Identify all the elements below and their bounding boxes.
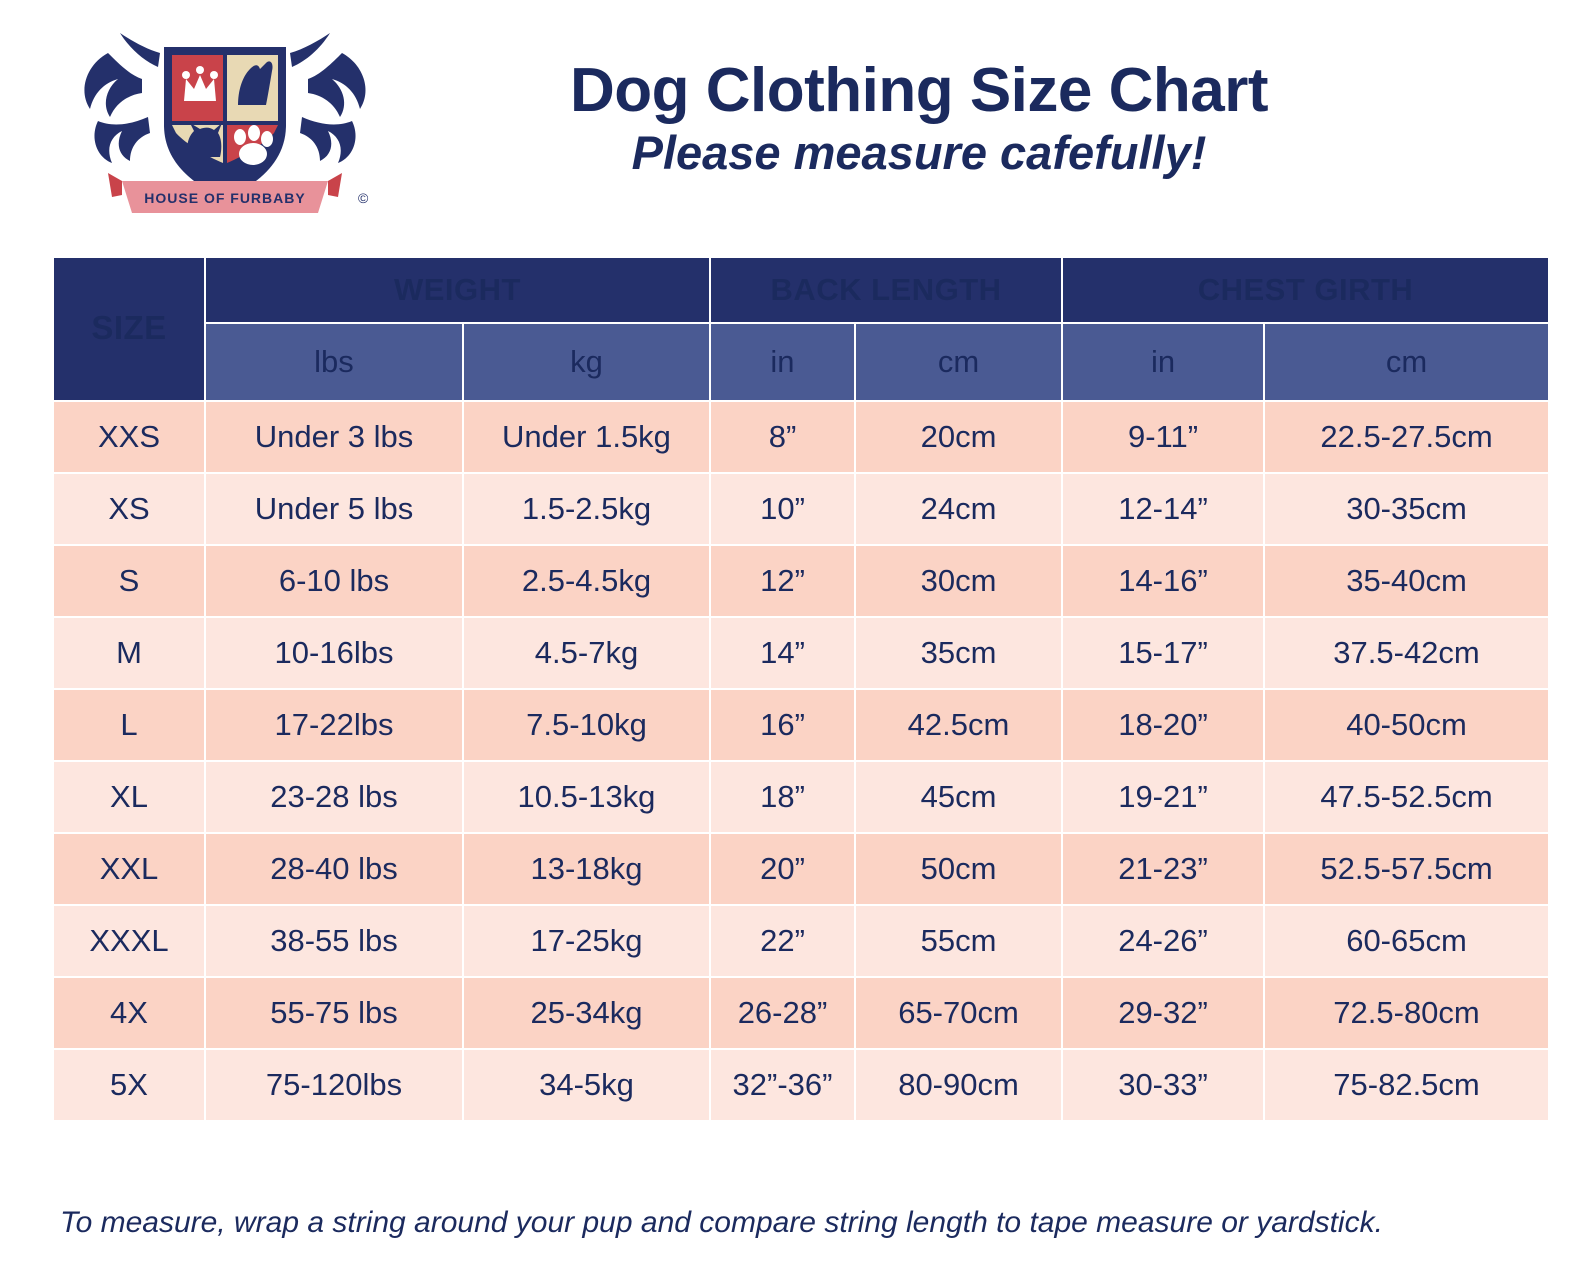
cell-weight-lbs: 6-10 lbs — [206, 546, 462, 616]
cell-weight-lbs: Under 5 lbs — [206, 474, 462, 544]
cell-back-in: 20” — [711, 834, 854, 904]
cell-chest-cm: 47.5-52.5cm — [1265, 762, 1548, 832]
cell-size: 4X — [54, 978, 204, 1048]
table-group-header-row — [54, 258, 1548, 322]
cell-back-cm: 30cm — [856, 546, 1061, 616]
cell-chest-in: 12-14” — [1063, 474, 1263, 544]
cell-back-in: 14” — [711, 618, 854, 688]
cell-weight-lbs: 38-55 lbs — [206, 906, 462, 976]
cell-chest-in: 29-32” — [1063, 978, 1263, 1048]
brand-logo — [60, 13, 390, 223]
crest-shield-icon — [60, 13, 390, 223]
cell-chest-in: 15-17” — [1063, 618, 1263, 688]
cell-back-cm: 80-90cm — [856, 1050, 1061, 1120]
cell-back-in: 8” — [711, 402, 854, 472]
table-row — [54, 402, 1548, 472]
page-header — [0, 0, 1588, 236]
cell-chest-in: 19-21” — [1063, 762, 1263, 832]
cell-chest-cm: 35-40cm — [1265, 546, 1548, 616]
cell-chest-in: 24-26” — [1063, 906, 1263, 976]
table-row — [54, 906, 1548, 976]
unit-header-back-in: in — [711, 324, 854, 400]
cell-back-in: 32”-36” — [711, 1050, 854, 1120]
cell-size: XXL — [54, 834, 204, 904]
cell-back-cm: 24cm — [856, 474, 1061, 544]
cell-back-cm: 65-70cm — [856, 978, 1061, 1048]
cell-weight-lbs: 75-120lbs — [206, 1050, 462, 1120]
logo-banner-text: HOUSE OF FURBABY — [144, 190, 306, 206]
cell-back-in: 22” — [711, 906, 854, 976]
cell-weight-lbs: 28-40 lbs — [206, 834, 462, 904]
cell-size: 5X — [54, 1050, 204, 1120]
cell-back-cm: 42.5cm — [856, 690, 1061, 760]
table-row — [54, 762, 1548, 832]
cell-weight-kg: 2.5-4.5kg — [464, 546, 709, 616]
cell-weight-kg: Under 1.5kg — [464, 402, 709, 472]
cell-chest-cm: 40-50cm — [1265, 690, 1548, 760]
table-row — [54, 618, 1548, 688]
cell-weight-lbs: 17-22lbs — [206, 690, 462, 760]
column-header-back-length: BACK LENGTH — [711, 258, 1061, 322]
page-subtitle: Please measure cafefully! — [631, 125, 1207, 179]
cell-back-in: 12” — [711, 546, 854, 616]
cell-weight-kg: 4.5-7kg — [464, 618, 709, 688]
cell-weight-kg: 13-18kg — [464, 834, 709, 904]
cell-chest-cm: 30-35cm — [1265, 474, 1548, 544]
cell-weight-lbs: 10-16lbs — [206, 618, 462, 688]
table-row — [54, 546, 1548, 616]
cell-back-in: 10” — [711, 474, 854, 544]
cell-chest-in: 30-33” — [1063, 1050, 1263, 1120]
cell-weight-kg: 17-25kg — [464, 906, 709, 976]
unit-header-weight-lbs: lbs — [206, 324, 462, 400]
cell-back-cm: 45cm — [856, 762, 1061, 832]
cell-chest-cm: 60-65cm — [1265, 906, 1548, 976]
column-header-weight: WEIGHT — [206, 258, 709, 322]
cell-weight-kg: 34-5kg — [464, 1050, 709, 1120]
table-body — [54, 402, 1548, 1120]
cell-back-in: 16” — [711, 690, 854, 760]
cell-chest-in: 18-20” — [1063, 690, 1263, 760]
table-row — [54, 690, 1548, 760]
cell-size: L — [54, 690, 204, 760]
size-chart-table — [52, 256, 1550, 1122]
cell-weight-kg: 7.5-10kg — [464, 690, 709, 760]
cell-chest-cm: 52.5-57.5cm — [1265, 834, 1548, 904]
table-row — [54, 834, 1548, 904]
cell-chest-cm: 37.5-42cm — [1265, 618, 1548, 688]
cell-chest-in: 14-16” — [1063, 546, 1263, 616]
cell-weight-lbs: 55-75 lbs — [206, 978, 462, 1048]
cell-size: XS — [54, 474, 204, 544]
cell-chest-in: 21-23” — [1063, 834, 1263, 904]
cell-weight-kg: 25-34kg — [464, 978, 709, 1048]
table-row — [54, 1050, 1548, 1120]
cell-size: XXS — [54, 402, 204, 472]
cell-back-cm: 50cm — [856, 834, 1061, 904]
cell-chest-cm: 75-82.5cm — [1265, 1050, 1548, 1120]
measurement-footnote: To measure, wrap a string around your pup and compare string length to tape measure or yardstick. — [60, 1206, 1383, 1239]
unit-header-chest-cm: cm — [1265, 324, 1548, 400]
cell-chest-cm: 22.5-27.5cm — [1265, 402, 1548, 472]
cell-back-cm: 35cm — [856, 618, 1061, 688]
cell-chest-in: 9-11” — [1063, 402, 1263, 472]
copyright-icon: © — [358, 190, 369, 206]
cell-back-in: 26-28” — [711, 978, 854, 1048]
unit-header-back-cm: cm — [856, 324, 1061, 400]
cell-size: XL — [54, 762, 204, 832]
cell-weight-lbs: Under 3 lbs — [206, 402, 462, 472]
unit-header-weight-kg: kg — [464, 324, 709, 400]
page-title: Dog Clothing Size Chart — [569, 55, 1269, 125]
cell-size: S — [54, 546, 204, 616]
cell-weight-kg: 10.5-13kg — [464, 762, 709, 832]
table-row — [54, 978, 1548, 1048]
cell-chest-cm: 72.5-80cm — [1265, 978, 1548, 1048]
title-block — [390, 55, 1588, 179]
cell-back-in: 18” — [711, 762, 854, 832]
unit-header-chest-in: in — [1063, 324, 1263, 400]
cell-weight-lbs: 23-28 lbs — [206, 762, 462, 832]
column-header-size: SIZE — [54, 258, 204, 400]
table-row — [54, 474, 1548, 544]
cell-weight-kg: 1.5-2.5kg — [464, 474, 709, 544]
cell-back-cm: 55cm — [856, 906, 1061, 976]
cell-back-cm: 20cm — [856, 402, 1061, 472]
cell-size: XXXL — [54, 906, 204, 976]
cell-size: M — [54, 618, 204, 688]
table-unit-header-row — [54, 324, 1548, 400]
column-header-chest-girth: CHEST GIRTH — [1063, 258, 1548, 322]
